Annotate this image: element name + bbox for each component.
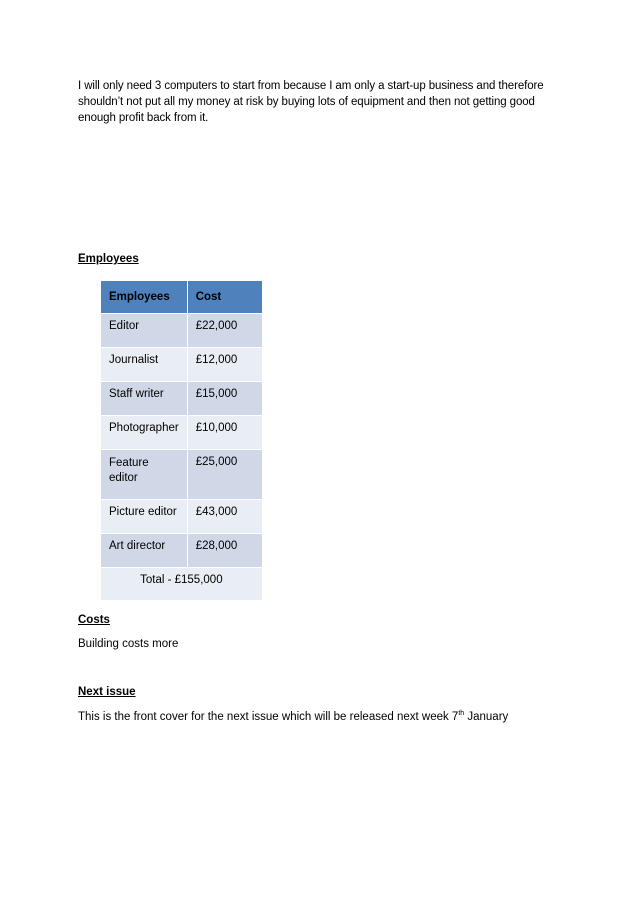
table-row	[101, 348, 263, 382]
role-cell: Editor	[101, 314, 188, 348]
employees-heading: Employees	[78, 253, 139, 265]
table-header-row	[101, 281, 263, 314]
costs-text: Building costs more	[78, 638, 179, 650]
role-cell: Photographer	[101, 416, 188, 450]
cost-cell: £28,000	[187, 534, 262, 568]
next-issue-heading: Next issue	[78, 686, 136, 698]
table-total-row	[101, 568, 263, 601]
role-cell: Feature editor	[101, 450, 188, 500]
table-row	[101, 534, 263, 568]
next-issue-text-month: January	[464, 711, 509, 723]
employees-table	[100, 280, 263, 601]
table-row	[101, 382, 263, 416]
role-cell: Journalist	[101, 348, 188, 382]
next-issue-text	[78, 711, 508, 723]
table-row	[101, 314, 263, 348]
next-issue-text-main: This is the front cover for the next issue which will be released next week 7	[78, 711, 459, 723]
header-employees: Employees	[101, 281, 188, 314]
cost-cell: £25,000	[187, 450, 262, 500]
cost-cell: £15,000	[187, 382, 262, 416]
table-row	[101, 450, 263, 500]
cost-cell: £12,000	[187, 348, 262, 382]
table-row	[101, 416, 263, 450]
intro-paragraph: I will only need 3 computers to start from because I am only a start-up business and therefore shouldn’t not put all my money at risk by buying lots of equipment and then not getting good enough profit back from it.	[78, 80, 544, 124]
role-cell: Staff writer	[101, 382, 188, 416]
ordinal-suffix: th	[458, 710, 465, 718]
table-row	[101, 500, 263, 534]
role-cell: Picture editor	[101, 500, 188, 534]
role-cell: Art director	[101, 534, 188, 568]
cost-cell: £43,000	[187, 500, 262, 534]
cost-cell: £22,000	[187, 314, 262, 348]
costs-heading: Costs	[78, 614, 110, 626]
header-cost: Cost	[187, 281, 262, 314]
total-cell: Total - £155,000	[101, 568, 263, 601]
cost-cell: £10,000	[187, 416, 262, 450]
